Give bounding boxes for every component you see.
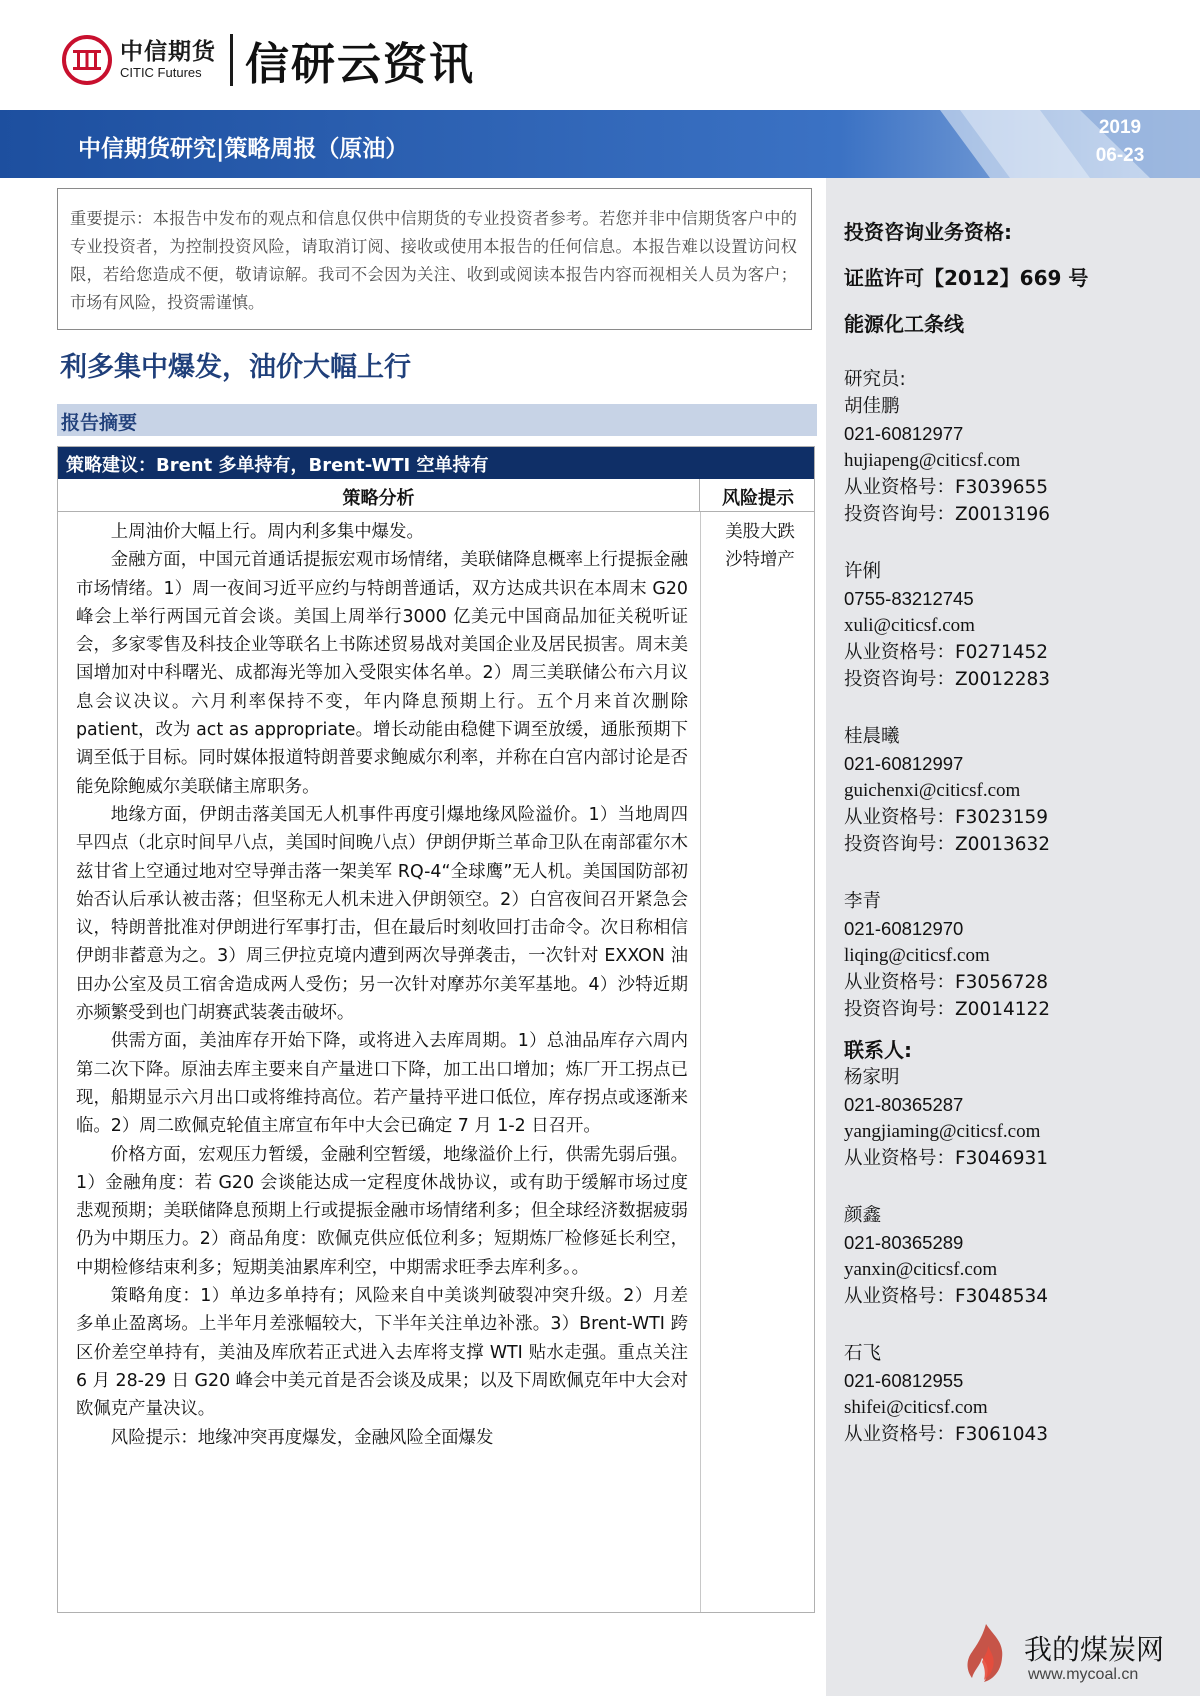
contact-email[interactable]: yanxin@citicsf.com (844, 1259, 998, 1280)
watermark-url: www.mycoal.cn (1028, 1666, 1139, 1683)
summary-section-header: 报告摘要 (57, 404, 817, 436)
strategy-analysis-text (76, 518, 688, 1452)
strategy-column-headers (58, 479, 814, 512)
researcher-email[interactable]: xuli@citicsf.com (844, 615, 975, 636)
contact-email[interactable]: shifei@citicsf.com (844, 1397, 988, 1418)
analysis-paragraph: 金融方面，中国元首通话提振宏观市场情绪，美联储降息概率上行提振金融市场情绪。1）周一夜间习近平应约与特朗普通话，双方达成共识在本周末 G20 峰会上举行两国元首会谈。美国上周举行3000 亿美元中国商品加征关税听证会，多家零售及科技企业等联名上书陈述贸易战对美国企业及居民损害。周末美国增加对中科曙光、成都海光等加入受限实体名单。2）周三美联储公布六月议息会议决议。六月利率保持不变，年内降息预期上行。五个月来首次删除 patient，改为 act as appropriate。增长动能由稳健下调至放缓，通胀预期下调至低于目标。同时媒体报道特朗普要求鲍威尔利率，并称在白宫内部讨论是否能免除鲍威尔美联储主席职务。 (76, 550, 688, 797)
risk-warning-list (710, 518, 810, 575)
analysis-paragraph: 地缘方面，伊朗击落美国无人机事件再度引爆地缘风险溢价。1）当地周四早四点（北京时间早八点，美国时间晚八点）伊朗伊斯兰革命卫队在南部霍尔木兹甘省上空通过地对空导弹击落一架美军 RQ-4“全球鹰”无人机。美国国防部初始否认后承认被击落；但坚称无人机未进入伊朗领空。2）白宫夜间召开紧急会议，特朗普批准对伊朗进行军事打击，但在最后时刻收回打击命令。次日称相信伊朗非蓄意为之。3）周三伊拉克境内遭到两次导弹袭击，一次针对 EXXON 油田办公室及员工宿舍造成两人受伤；另一次针对摩苏尔美军基地。4）沙特近期亦频繁受到也门胡赛武装袭击破坏。 (76, 804, 688, 1024)
brand-title: 信研云资讯 (245, 39, 475, 90)
researcher-cert: 从业资格号：F3056728 (844, 972, 1049, 993)
contact-phone: 021-80365289 (844, 1232, 964, 1253)
researcher-cert: 从业资格号：F3039655 (844, 477, 1049, 498)
researcher-email[interactable]: guichenxi@citicsf.com (844, 780, 1021, 801)
logo-english-name: CITIC Futures (120, 65, 202, 80)
researcher-name: 许俐 (844, 561, 882, 582)
logo-chinese-name: 中信期货 (120, 39, 216, 65)
report-title: 利多集中爆发，油价大幅上行 (60, 352, 411, 383)
researcher-email[interactable]: liqing@citicsf.com (844, 945, 990, 966)
report-date-month-day: 06-23 (1095, 145, 1145, 166)
citic-logo-icon (62, 35, 112, 85)
contact-name: 石飞 (844, 1343, 882, 1364)
risk-item: 沙特增产 (725, 550, 795, 571)
contact-phone: 021-80365287 (844, 1094, 964, 1115)
risk-item: 美股大跌 (725, 522, 795, 542)
analysis-paragraph: 风险提示：地缘冲突再度爆发，金融风险全面爆发 (110, 1427, 494, 1448)
researcher-phone: 0755-83212745 (844, 588, 974, 609)
researcher-name: 胡佳鹏 (844, 396, 900, 417)
analysis-paragraph: 策略角度：1）单边多单持有；风险来自中美谈判破裂冲突升级。2）月差多单止盈离场。上半年月差涨幅较大，下半年关注单边补涨。3）Brent-WTI 跨区价差空单持有，美油及库欣若正式进入去库将支撑 WTI 贴水走强。重点关注 6 月 28-29 日 G20 峰会中美元首是否会谈及成果；以及下周欧佩克年中大会对欧佩克产量决议。 (76, 1286, 688, 1420)
researcher-phone: 021-60812997 (844, 753, 964, 774)
researcher-contacts (844, 366, 1194, 1448)
site-watermark (960, 1616, 1200, 1696)
contact-cert: 从业资格号：F3046931 (844, 1148, 1049, 1169)
report-date-year: 2019 (1098, 117, 1142, 138)
analysis-paragraph: 价格方面，宏观压力暂缓，金融利空暂缓，地缘溢价上行，供需先弱后强。1）金融角度：若 G20 会谈能达成一定程度休战协议，或有助于缓解市场过度悲观预期；美联储降息预期上行或提振金融市场情绪利多；但全球经济数据疲弱仍为中期压力。2）商品角度：欧佩克供应低位利多；短期炼厂检修延长利空，中期检修结束利多；短期美油累库利空，中期需求旺季去库利多。。 (76, 1144, 688, 1278)
strategy-table (57, 446, 815, 1613)
researcher-cert: 从业资格号：F3023159 (844, 807, 1049, 828)
flame-icon (960, 1622, 1012, 1684)
analysis-paragraph: 供需方面，美油库存开始下降，或将进入去库周期。1）总油品库存六周内第二次下降。原油去库主要来自产量进口下降，加工出口增加；炼厂开工拐点已现，船期显示六月出口或将维持高位。若产量持平进口低位，库存拐点或逐渐来临。2）周二欧佩克轮值主席宣布年中大会已确定 7 月 1-2 日召开。 (76, 1031, 688, 1137)
strategy-recommendation: 策略建议：Brent 多单持有，Brent-WTI 空单持有 (58, 447, 814, 479)
report-date (1085, 114, 1155, 170)
license-number: 证监许可【2012】669 号 (844, 266, 1089, 290)
watermark-site-name: 我的煤炭网 (1024, 1633, 1165, 1666)
disclaimer-notice: 重要提示：本报告中发布的观点和信息仅供中信期货的专业投资者参考。若您并非中信期货客户中的专业投资者，为控制投资风险，请取消订阅、接收或使用本报告的任何信息。本报告难以设置访问权限，若给您造成不便，敬请谅解。我司不会因为关注、收到或阅读本报告内容而视相关人员为客户；市场有风险，投资需谨慎。 (57, 188, 812, 330)
researcher-advisory: 投资咨询号：Z0013632 (844, 834, 1051, 855)
contact-cert: 从业资格号：F3061043 (844, 1424, 1049, 1445)
researcher-advisory: 投资咨询号：Z0014122 (844, 999, 1051, 1020)
contact-label: 联系人: (844, 1038, 912, 1062)
researcher-name: 李青 (844, 891, 882, 912)
contact-name: 杨家明 (844, 1067, 900, 1088)
strategy-analysis-header: 策略分析 (58, 479, 700, 512)
researcher-phone: 021-60812970 (844, 918, 964, 939)
researcher-advisory: 投资咨询号：Z0012283 (844, 669, 1051, 690)
researcher-advisory: 投资咨询号：Z0013196 (844, 504, 1051, 525)
researcher-label: 研究员: (844, 369, 906, 390)
column-divider (700, 512, 701, 1612)
team-name: 能源化工条线 (844, 312, 964, 336)
logo-divider (230, 34, 233, 86)
researcher-name: 桂晨曦 (844, 726, 900, 747)
risk-warning-header: 风险提示 (722, 488, 794, 509)
contact-email[interactable]: yangjiaming@citicsf.com (844, 1121, 1041, 1142)
report-series-title: 中信期货研究|策略周报（原油） (78, 136, 409, 162)
contact-cert: 从业资格号：F3048534 (844, 1286, 1049, 1307)
citic-logo (62, 30, 475, 90)
contact-phone: 021-60812955 (844, 1370, 964, 1391)
contact-name: 颜鑫 (844, 1205, 882, 1226)
researcher-cert: 从业资格号：F0271452 (844, 642, 1049, 663)
researcher-email[interactable]: hujiapeng@citicsf.com (844, 450, 1021, 471)
researcher-phone: 021-60812977 (844, 423, 964, 444)
qualification-title: 投资咨询业务资格: (844, 220, 1012, 244)
analysis-paragraph: 上周油价大幅上行。周内利多集中爆发。 (110, 522, 424, 542)
